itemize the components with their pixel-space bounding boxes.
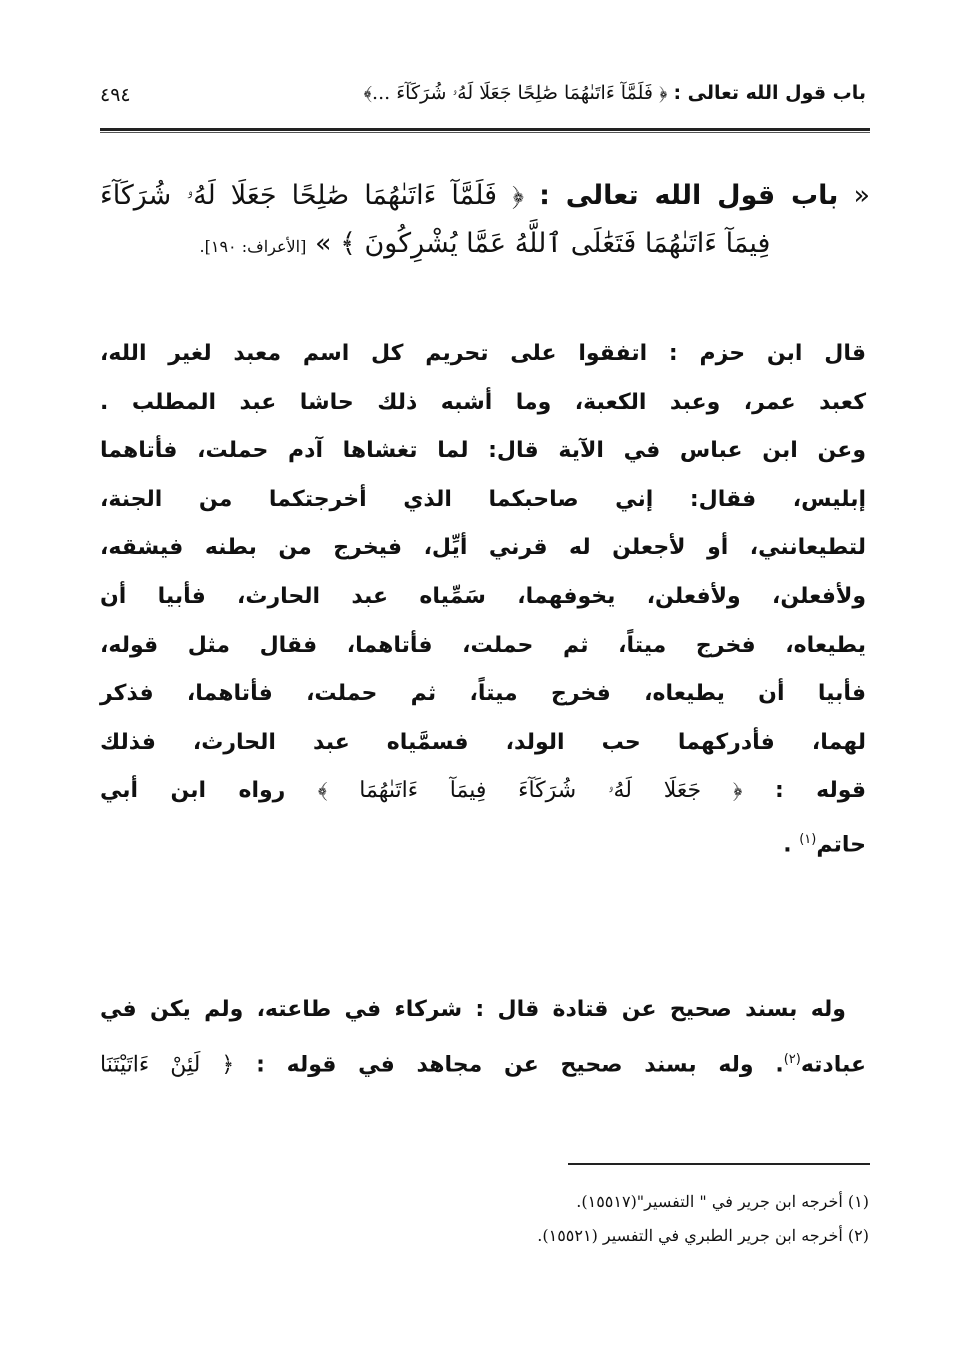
text-line: ولأفعلن، ولأفعلن، يخوفهما، سَمِّياه عبد الحارث، فأبيا أن [100,583,866,609]
header-title-bold: باب قول الله تعالى : [673,82,866,104]
text-line: كعبد عمر، وعبد الكعبة، وما أشبه ذلك حاشا عبد المطلب . [100,389,866,415]
footnote-marker[interactable]: (٢) [783,1052,801,1067]
chapter-title-line-1 [100,172,870,220]
text-line: فأبيا أن يطيعاه، فخرج ميتاً، ثم حملت، فأتاهما، فذكر [100,681,866,707]
footnotes [537,1185,869,1253]
text-line: لهما، فأدركهما حب الولد، فسمَّياه عبد الحارث، فذلك [100,729,866,755]
text-line: لتطيعانني، أو لأجعلن له قرني أيِّل، فيخرج من بطنه فيشقه، [100,535,866,561]
footnote-1: (١) أخرجه ابن جرير في " التفسير"(١٥٥١٧). [576,1192,869,1211]
running-header [100,82,866,112]
text-line: إبليس، فقال: إني صاحبكما الذي أخرجتكما من الجنة، [100,486,866,512]
text-line: وله بسند صحيح عن قتادة قال : شركاء في طاعته، ولم يكن في [100,997,846,1022]
text-segment: . وله بسند صحيح عن مجاهد في قوله : [256,1052,784,1078]
text-line: قال ابن حزم : اتفقوا على تحريم كل اسم معبد لغير الله، [100,341,866,366]
open-quote: « [853,180,870,211]
close-quote: » [314,228,332,259]
verse-reference: [الأعراف: ١٩٠]. [199,237,307,256]
header-verse: ﴿ فَلَمَّآ ءَاتَىٰهُمَا صَٰلِحًا جَعَلَا لَهُۥ شُرَكَآءَ ...﴾ [363,82,668,104]
text-line [100,1035,866,1090]
text-segment: عبادته [800,1052,866,1078]
text-line: يطيعاه، فخرج ميتاً، ثم حملت، فأتاهما، فقال مثل قوله، [100,632,866,658]
chapter-title-line-2 [200,228,771,259]
text-segment: . [783,832,800,858]
text-segment: حاتم [816,832,866,858]
footnote-2: (٢) أخرجه ابن جرير الطبري في التفسير (١٥٥٢١). [537,1226,869,1245]
chapter-title [100,172,870,271]
chapter-verse-2: فِيمَآ ءَاتَىٰهُمَا فَتَعَٰلَى ٱللَّهُ عَمَّا يُشْرِكُونَ ﴾ [340,228,771,259]
text-line [100,816,866,870]
paragraph-2 [100,985,866,1090]
page-number: ٤٩٤ [100,84,131,106]
text-segment: رواه ابن أبي [100,778,286,804]
header-divider [100,128,870,133]
footnote-marker[interactable]: (١) [799,831,817,847]
footnote-divider [568,1163,870,1165]
paragraph-1 [100,330,866,870]
text-line: وعن ابن عباس في الآية قال: لما تغشاها آدم حملت، فأتاهما [100,438,866,464]
chapter-verse-1: ﴿ فَلَمَّآ ءَاتَىٰهُمَا صَٰلِحًا جَعَلَا لَهُۥ شُرَكَآءَ [100,180,525,211]
text-line [100,767,866,816]
quran-quote: ﴿ لَئِنْ ءَاتَيْتَنَا [100,1052,235,1078]
running-header-title [364,82,866,104]
quran-quote: ﴿ جَعَلَا لَهُۥ شُرَكَآءَ فِيمَآ ءَاتَىٰهُمَا ﴾ [317,778,743,804]
chapter-title-bold: باب قول الله تعالى : [539,180,839,211]
text-segment: قوله : [774,778,866,804]
